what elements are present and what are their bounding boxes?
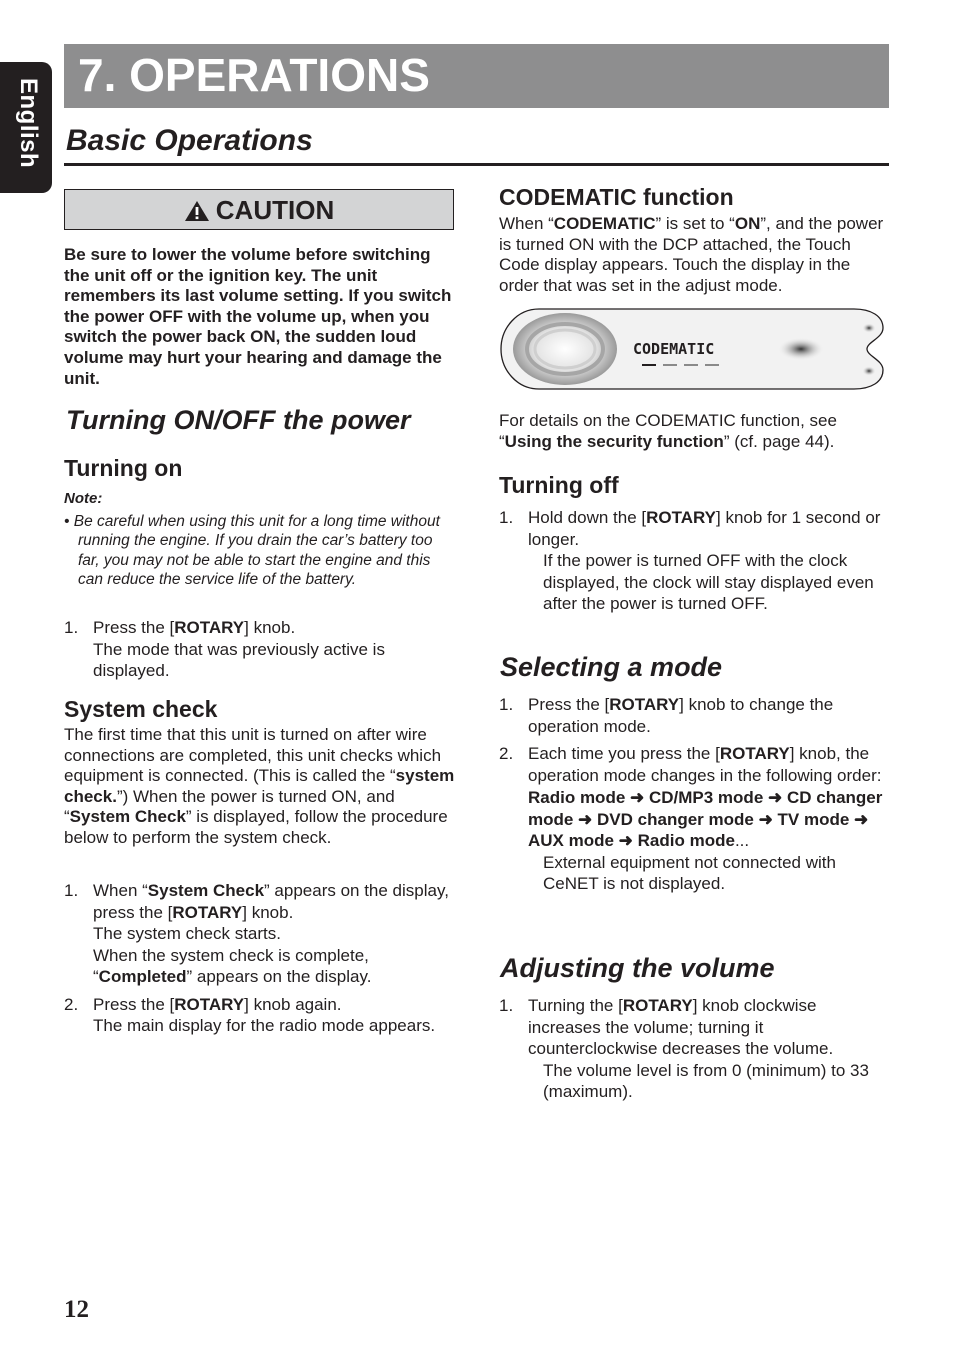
caution-text: Be sure to lower the volume before switching the unit off or the ignition key. The unit remembers its last volume setting. If you switch the power OFF with the volume up, when you switch the power back ON, the sudden loud volume may hurt your hearing and damage the unit. <box>64 245 452 388</box>
page-number: 12 <box>64 1296 89 1323</box>
list-item: 1. Hold down the [ROTARY] knob for 1 second or longer. If the power is turned OFF with the clock displayed, the clock will stay displayed even after the power is turned OFF. <box>499 508 881 613</box>
chapter-title: 7. OPERATIONS <box>78 49 430 101</box>
display-codematic-text: CODEMATIC <box>633 340 715 358</box>
note-label: Note: <box>64 490 103 507</box>
selecting-mode-heading: Selecting a mode <box>500 652 723 682</box>
note-text: • Be careful when using this unit for a long time without running the engine. If you drain the car’s battery too far, you may not be able to start the engine and this can reduce the service life of the battery. <box>64 512 440 589</box>
list-item: 2. Each time you press the [ROTARY] knob, the operation mode changes in the following order: Radio mode ➜ CD/MP3 mode ➜ CD changer mode ➜ DVD changer mode ➜ TV mode ➜ AUX mode ➜ Radio mode... External equipment not connected with CeNET is not displayed. <box>499 744 883 893</box>
caution-label: CAUTION <box>215 195 335 225</box>
system-check-paragraph: The first time that this unit is turned on after wire connections are completed, this unit checks which equipment is connected. (This is called the “system check.”) When the power is turned ON, and “System Check” is displayed, follow the procedure below to perform the system check. <box>64 725 455 847</box>
turning-off-heading: Turning off <box>499 472 619 498</box>
list-item: 1. Turning the [ROTARY] knob clockwise increases the volume; turning it counterclockwise decreases the volume. The volume level is from 0 (minimum) to 33 (maximum). <box>499 996 869 1101</box>
section-title: Basic Operations <box>66 124 313 157</box>
system-check-heading: System check <box>64 696 218 722</box>
codematic-heading: CODEMATIC function <box>499 184 734 210</box>
language-label: English <box>15 78 42 169</box>
list-item: 1. Press the [ROTARY] knob to change the operation mode. <box>499 695 834 736</box>
selecting-mode-steps <box>499 694 889 895</box>
chapter-header-bar <box>64 44 889 108</box>
volume-steps <box>499 995 889 1103</box>
codematic-paragraph: When “CODEMATIC” is set to “ON”, and the power is turned ON with the DCP attached, the Touch Code display appears. Touch the display in the order that was set in the adjust mode. <box>499 214 884 295</box>
list-item: 1. Press the [ROTARY] knob. The mode that was previously active is displayed. <box>64 618 385 680</box>
warning-triangle-icon <box>184 200 210 222</box>
turning-on-heading: Turning on <box>64 455 183 481</box>
list-item: 2. Press the [ROTARY] knob again. The main display for the radio mode appears. <box>64 994 436 1035</box>
language-side-tab <box>0 62 52 193</box>
power-heading: Turning ON/OFF the power <box>66 405 411 435</box>
codematic-display-illustration <box>499 306 891 392</box>
codematic-details: For details on the CODEMATIC function, see “Using the security function” (cf. page 44). <box>499 411 837 451</box>
turning-off-steps <box>499 507 889 615</box>
caution-text-block <box>64 245 454 389</box>
turning-on-steps <box>64 617 454 682</box>
power-note <box>64 489 454 590</box>
caution-box <box>64 189 454 230</box>
list-item: 1. When “System Check” appears on the display, press the [ROTARY] knob. The system check starts. When the system check is complete, “Completed” appears on the display. <box>64 881 449 986</box>
section-divider <box>64 163 889 166</box>
mode-order: Radio mode ➜ CD/MP3 mode ➜ CD changer mode ➜ DVD changer mode ➜ TV mode ➜ AUX mode ➜ Radio mode <box>528 788 883 850</box>
volume-heading: Adjusting the volume <box>500 953 775 983</box>
system-check-steps <box>64 880 454 1037</box>
